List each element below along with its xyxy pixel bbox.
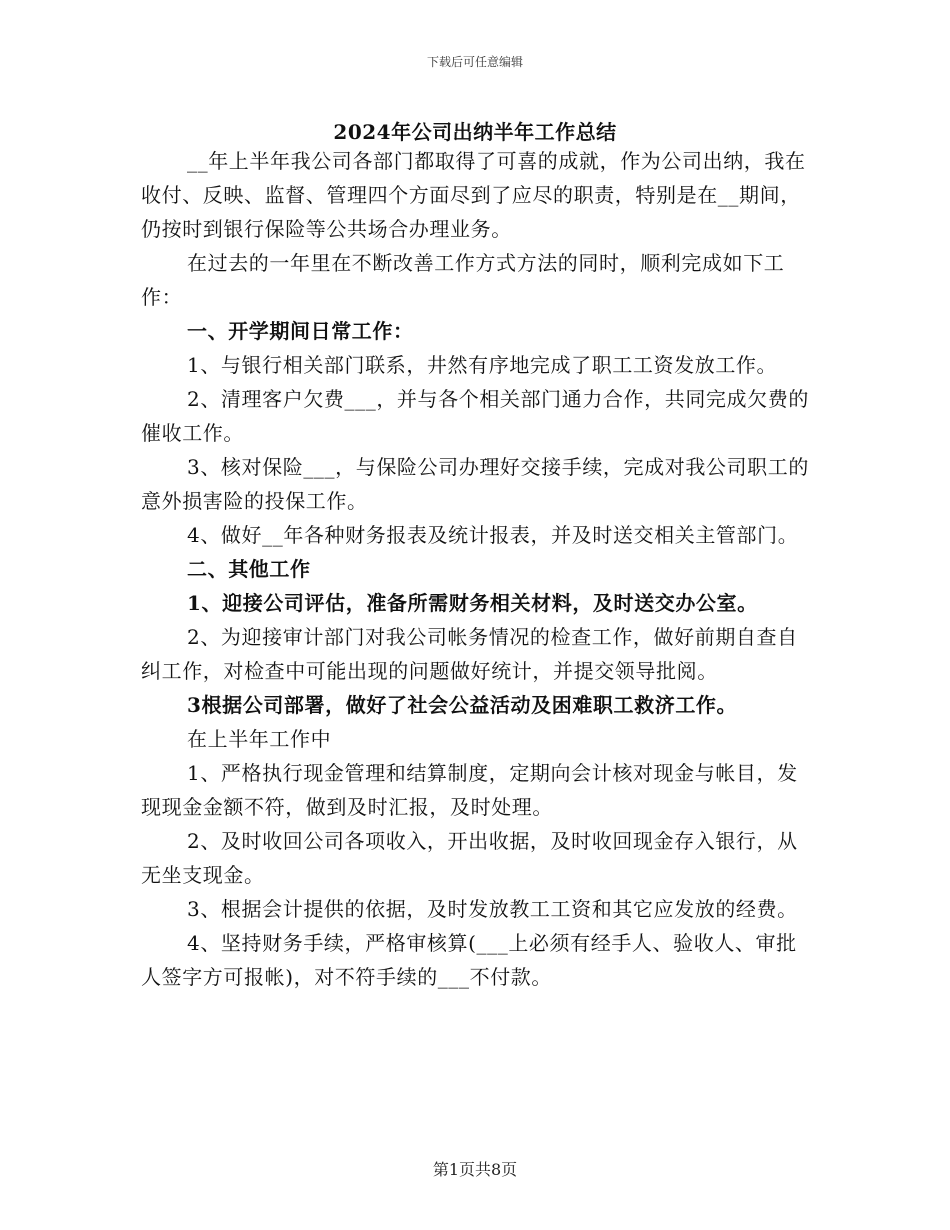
subsection-intro: 在上半年工作中	[187, 727, 332, 751]
list-item: 2、清理客户欠费___，并与各个相关部门通力合作，共同完成欠费的催收工作。	[141, 387, 809, 445]
document-body	[141, 144, 811, 994]
list-item-bold: 3根据公司部署，做好了社会公益活动及困难职工救济工作。	[187, 693, 738, 717]
section-heading-1: 一、开学期间日常工作：	[187, 319, 414, 343]
list-item: 2、为迎接审计部门对我公司帐务情况的检查工作，做好前期自查自纠工作，对检查中可能出现的问题做好统计，并提交领导批阅。	[141, 625, 798, 683]
list-item: 3、核对保险___，与保险公司办理好交接手续，完成对我公司职工的意外损害险的投保工作。	[141, 455, 809, 513]
list-item: 2、及时收回公司各项收入，开出收据，及时收回现金存入银行，从无坐支现金。	[141, 829, 798, 887]
page-header-note: 下载后可任意编辑	[426, 55, 523, 69]
list-item: 1、严格执行现金管理和结算制度，定期向会计核对现金与帐目，发现现金金额不符，做到及时汇报，及时处理。	[141, 761, 798, 819]
list-item: 4、做好__年各种财务报表及统计报表，并及时送交相关主管部门。	[187, 523, 799, 547]
list-item: 4、坚持财务手续，严格审核算(___上必须有经手人、验收人、审批人签字方可报帐)，对不符手续的___不付款。	[141, 931, 797, 989]
page-number: 第1页共8页	[432, 1160, 518, 1179]
paragraph-intro: __年上半年我公司各部门都取得了可喜的成就，作为公司出纳，我在收付、反映、监督、管理四个方面尽到了应尽的职责，特别是在__期间，仍按时到银行保险等公共场合办理业务。	[141, 149, 806, 241]
section-heading-2: 二、其他工作	[187, 557, 311, 581]
list-item-bold: 1、迎接公司评估，准备所需财务相关材料，及时送交办公室。	[187, 591, 758, 615]
paragraph-summary: 在过去的一年里在不断改善工作方式方法的同时，顺利完成如下工作：	[141, 251, 785, 309]
list-item: 1、与银行相关部门联系，井然有序地完成了职工工资发放工作。	[187, 353, 778, 377]
document-title: 2024年公司出纳半年工作总结	[333, 120, 617, 144]
list-item: 3、根据会计提供的依据，及时发放教工工资和其它应发放的经费。	[187, 897, 798, 921]
